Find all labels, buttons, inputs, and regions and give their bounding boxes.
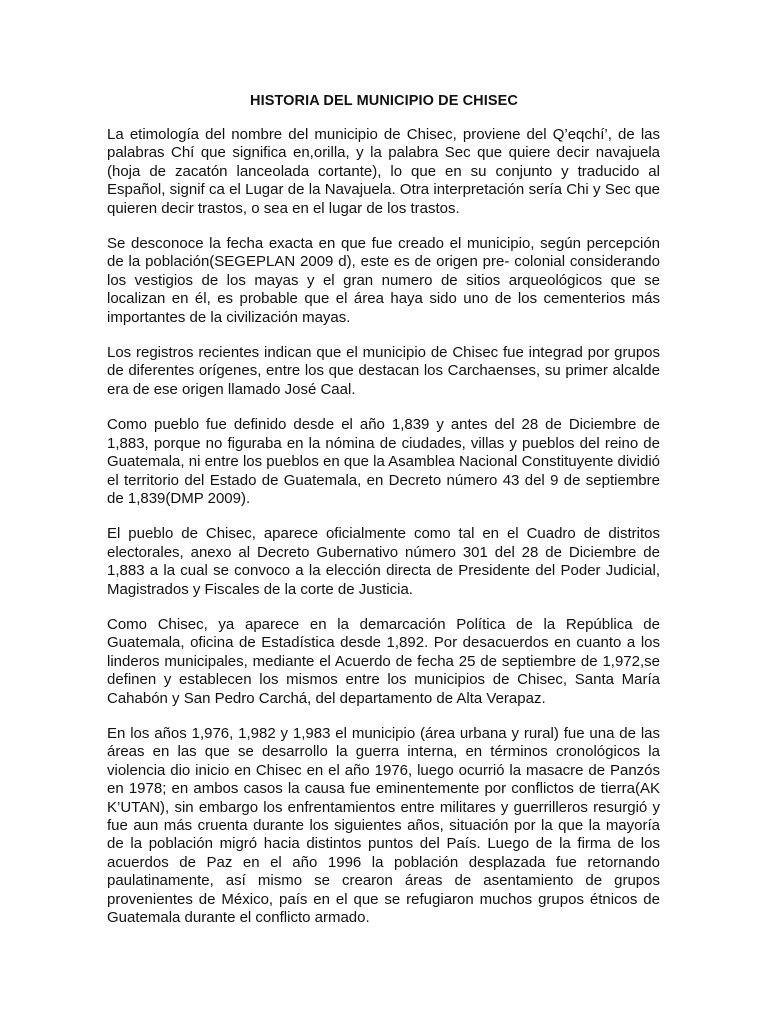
paragraph-registros: Los registros recientes indican que el municipio de Chisec fue integrad por grupos de diferentes orígenes, entre los que destacan los Carchaenses, su primer alcalde era de ese origen llamado José Caal.: [107, 344, 660, 398]
paragraph-demarcacion: Como Chisec, ya aparece en la demarcación Política de la República de Guatemala, oficina de Estadística desde 1,892. Por desacuerdos en cuanto a los linderos municipales, mediante el Acuerdo de fecha 25 de septiembre de 1,972,se definen y establecen los mismos entre los municipios de Chisec, Santa María Cahabón y San Pedro Carchá, del departamento de Alta Verapaz.: [107, 615, 660, 707]
paragraph-distritos-electorales: El pueblo de Chisec, aparece oficialmente como tal en el Cuadro de distritos electorales, anexo al Decreto Gubernativo número 301 del 28 de Diciembre de 1,883 a la cual se convoco a la elección directa de Presidente del Poder Judicial, Magistrados y Fiscales de la corte de Justicia.: [107, 525, 660, 598]
paragraph-origen: Se desconoce la fecha exacta en que fue creado el municipio, según percepción de la población(SEGEPLAN 2009 d), este es de origen pre- colonial considerando los vestigios de los mayas y el gran numero de sitios arqueológicos que se localizan en él, es probable que el área haya sido uno de los cementerios más importantes de la civilización mayas.: [107, 235, 660, 326]
paragraph-etimologia: La etimología del nombre del municipio de Chisec, proviene del Q’eqchí’, de las palabras Chí que significa en,orilla, y la palabra Sec que quiere decir navajuela (hoja de zacatón lanceolada cortante), lo que en su conjunto y traducido al Español, signif ca el Lugar de la Navajuela. Otra interpretación sería Chi y Sec que quieren decir trastos, o sea en el lugar de los trastos.: [107, 126, 660, 217]
paragraph-conflicto-armado: En los años 1,976, 1,982 y 1,983 el municipio (área urbana y rural) fue una de las áreas en las que se desarrollo la guerra interna, en términos cronológicos la violencia dio inicio en Chisec en el año 1976, luego ocurrió la masacre de Panzós en 1978; en ambos casos la causa fue eminentemente por conflictos de tierra(AK K’UTAN), sin embargo los enfrentamientos entre militares y guerrilleros resurgió y fue aun más cruenta durante los siguientes años, situación por la que la mayoría de la población migró hacia distintos puntos del País. Luego de la firma de los acuerdos de Paz en el año 1996 la población desplazada fue retornando paulatinamente, así mismo se crearon áreas de asentamiento de grupos provenientes de México, país en el que se refugiaron muchos grupos étnicos de Guatemala durante el conflicto armado.: [107, 724, 660, 927]
document-title: HISTORIA DEL MUNICIPIO DE CHISEC: [250, 93, 518, 109]
document-body: [107, 126, 660, 944]
paragraph-pueblo-1839: Como pueblo fue definido desde el año 1,839 y antes del 28 de Diciembre de 1,883, porque no figuraba en la nómina de ciudades, villas y pueblos del reino de Guatemala, ni entre los pueblos en que la Asamblea Nacional Constituyente dividió el territorio del Estado de Guatemala, en Decreto número 43 del 9 de septiembre de 1,839(DMP 2009).: [107, 416, 660, 507]
